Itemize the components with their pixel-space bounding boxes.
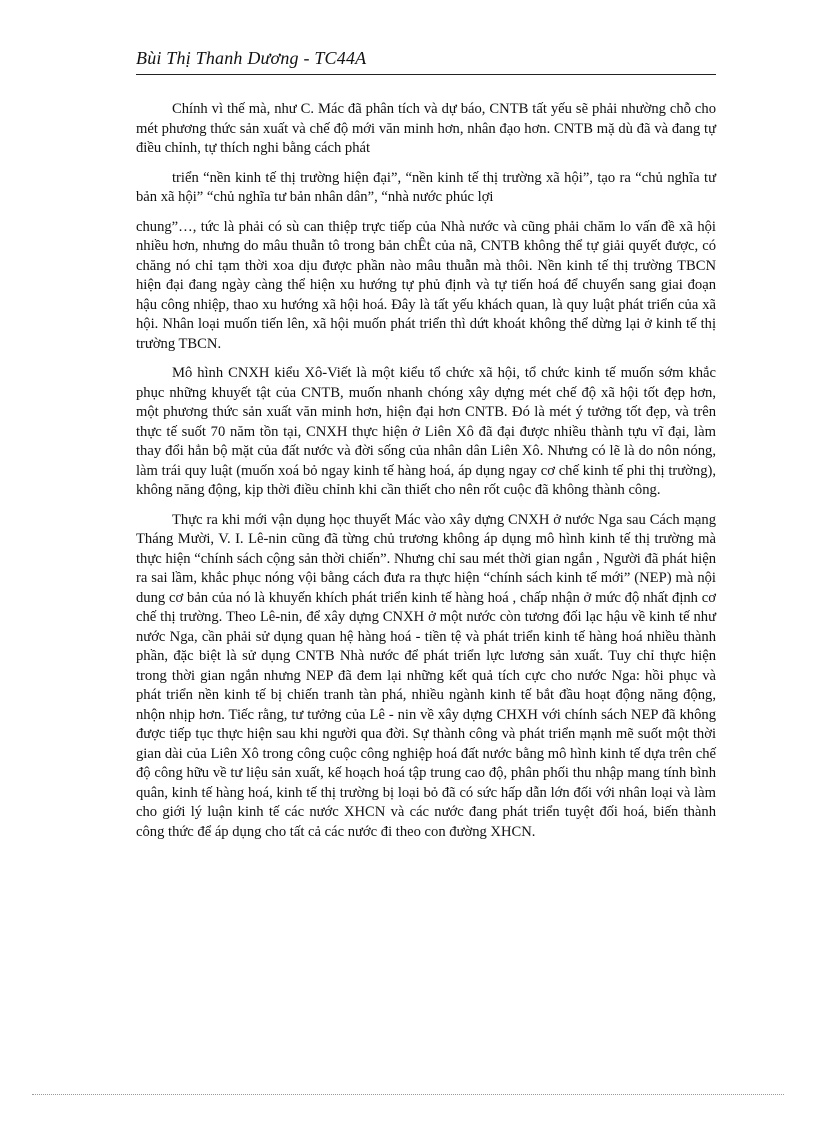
running-header: Bùi Thị Thanh Dương - TC44A — [136, 48, 367, 68]
paragraph: Chính vì thế mà, như C. Mác đã phân tích và dự báo, CNTB tất yếu sẽ phải nhường chỗ cho mét phương thức sản xuất và chế độ mới văn minh hơn, nhân đạo hơn. CNTB mặ dù đã và đang tự điều chỉnh, tự thích nghi bằng cách phát — [136, 101, 716, 156]
footer-divider — [32, 1094, 784, 1095]
paragraph: chung”…, tức là phải có sù can thiệp trực tiếp của Nhà nước và cũng phải chăm lo vấn đề xã hội nhiều hơn, nhưng do mâu thuẫn tô trong bản chÊt của nã, CNTB không thể tự giải quyết được, có chăng nó chỉ tạm thời xoa dịu được phần nào mâu thuẫn mà thôi. Nền kinh tế thị trường TBCN hiện đại đang ngày càng thể hiện xu hướng tự phủ định và tự tiến hoá để chuyển sang giai đoạn hậu công nhiệp, thao xu hướng xã hội hoá. Đây là tất yếu khách quan, là quy luật phát triển của xã hội. Nhân loại muốn tiến lên, xã hội muốn phát triển thì dứt khoát không thể dừng lại ở kinh tế thị trường TBCN. — [136, 218, 716, 352]
paragraph: Thực ra khi mới vận dụng học thuyết Mác vào xây dựng CNXH ở nước Nga sau Cách mạng Tháng Mười, V. I. Lê-nin cũng đã từng chủ trương không áp dụng mô hình kinh tế thị trường mà thực hiện “chính sách cộng sản thời chiến”. Nhưng chỉ sau mét thời gian ngắn , Người đã phát hiện ra sai lầm, khắc phục nóng vội bằng cách đưa ra thực hiện “chính sách kinh tế mới” (NEP) mà nội dung cơ bản của nó là khuyến khích phát triển kinh tế hàng hoá , chấp nhận ở mức độ nhất định cơ chế thị trường. Theo Lê-nin, để xây dựng CNXH ở một nước còn tương đối lạc hậu về kinh tế như nước Nga, cần phải sử dụng quan hệ hàng hoá - tiền tệ và phát triển kinh tế hàng hoá nhiều thành phần, đặc biệt là sử dụng CNTB Nhà nước để phát triển lực lương sản xuất. Tuy chỉ thực hiện trong thời gian ngắn nhưng NEP đã đem lại những kết quả tích cực cho nước Nga: hồi phục và phát triển nền kinh tế bị chiến tranh tàn phá, nhiều ngành kinh tế bắt đầu hoạt động năng động, nhộn nhịp hơn. Tiếc rằng, tư tưởng của Lê - nin về xây dựng CHXH với chính sách NEP đã không được tiếp tục thực hiện sau khi người qua đời. Sự thành công và phát triển mạnh mẽ suốt một thời gian dài của Liên Xô trong công cuộc công nghiệp hoá đất nước bằng mô hình kinh tế dựa trên chế độ công hữu về tư liệu sản xuất, kế hoạch hoá tập trung cao độ, phân phối thu nhập mang tính bình quân, kinh tế hàng hoá, kinh tế thị trường bị loại bỏ đã có sức hấp dẫn lớn đối với nhân loại và làm cho giới lý luận kinh tế các nước XHCN và các nước đang phát triển tuyệt đối hoá, biến thành công thức để áp dụng cho tất cả các nước đi theo con đường XHCN. — [136, 511, 716, 840]
header-divider — [136, 74, 716, 75]
body-text — [136, 100, 716, 852]
paragraph: triển “nền kinh tế thị trường hiện đại”, “nền kinh tế thị trường xã hội”, tạo ra “chủ nghĩa tư bản xã hội” “chủ nghĩa tư bản nhân dân”, “nhà nước phúc lợi — [136, 169, 716, 205]
paragraph: Mô hình CNXH kiểu Xô-Viết là một kiểu tổ chức xã hội, tổ chức kinh tế muốn sớm khắc phục những khuyết tật của CNTB, muốn nhanh chóng xây dựng mét chế độ xã hội tốt đẹp hơn, một phương thức sản xuất văn minh hơn, hiện đại hơn CNTB. Đó là mét ý tưởng tốt đẹp, và trên thực tế suốt 70 năm tồn tại, CNXH thực hiện ở Liên Xô đã đại được nhiều thành tựu vĩ đại, làm thay đổi hẳn bộ mặt của đất nước và đời sống của nhân dân Liên Xô. Nhưng có lẽ là do nôn nóng, làm trái quy luật (muốn xoá bỏ ngay kinh tế hàng hoá, áp dụng ngay cơ chế kinh tế phi thị trường), không năng động, kịp thời điều chỉnh khi cần thiết cho nên rốt cuộc đã không thành công. — [136, 365, 716, 498]
